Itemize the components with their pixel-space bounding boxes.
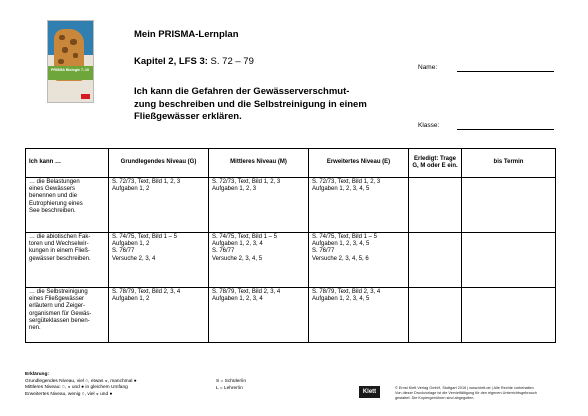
learning-goal bbox=[134, 86, 414, 124]
student-note: S = Schüler/in bbox=[216, 379, 246, 384]
column-header-skill: Ich kann … bbox=[26, 149, 109, 178]
legend-line: Erweitertes Niveau, wenig ○, viel ◒ und ● bbox=[25, 391, 113, 397]
column-header-deadline: bis Termin bbox=[462, 149, 556, 178]
medium-task-cell: S. 72/73, Text, Bild 1, 2, 3 Aufgaben 1, 2, 3 bbox=[209, 178, 309, 233]
chapter-heading bbox=[134, 56, 254, 67]
learning-plan-table bbox=[25, 148, 556, 343]
deadline-cell[interactable] bbox=[462, 288, 556, 343]
done-cell[interactable] bbox=[409, 178, 462, 233]
teacher-note: L = Lehrer/in bbox=[216, 385, 243, 391]
skill-cell: … die Belastungen eines Gewässers benennen und die Eutrophierung eines See beschreiben. bbox=[26, 178, 109, 233]
skill-cell: … die Selbstreinigung eines Fließgewässer erläutern und Zeiger- organismen für Gewäs- sergüteklassen benen- nen. bbox=[26, 288, 109, 343]
column-header-medium-level: Mittleres Niveau (M) bbox=[209, 149, 309, 178]
klett-logo bbox=[359, 386, 380, 398]
advanced-task-cell: S. 72/73, Text, Bild 1, 2, 3 Aufgaben 1, 2, 3, 4, 5 bbox=[309, 178, 409, 233]
abbreviation-notes bbox=[216, 379, 306, 392]
book-cover-image bbox=[47, 20, 94, 103]
class-label: Klasse: bbox=[418, 122, 440, 129]
advanced-task-cell: S. 78/79, Text, Bild 2, 3, 4 Aufgaben 1, 2, 3, 4, 5 bbox=[309, 288, 409, 343]
basic-task-cell: S. 72/73, Text, Bild 1, 2, 3 Aufgaben 1, 2 bbox=[109, 178, 209, 233]
done-cell[interactable] bbox=[409, 233, 462, 288]
chapter-pages: S. 72 – 79 bbox=[207, 56, 254, 67]
table-header-row bbox=[26, 149, 556, 178]
class-field[interactable] bbox=[457, 129, 554, 130]
medium-task-cell: S. 74/75, Text, Bild 1 – 5 Aufgaben 1, 2, 3, 4 S. 76/77 Versuche 2, 3, 4, 5 bbox=[209, 233, 309, 288]
column-header-done: Erledigt: Trage G, M oder E ein. bbox=[409, 149, 462, 178]
basic-task-cell: S. 78/79, Text, Bild 2, 3, 4 Aufgaben 1, 2 bbox=[109, 288, 209, 343]
column-header-advanced-level: Erweitertes Niveau (E) bbox=[309, 149, 409, 178]
name-label: Name: bbox=[418, 64, 438, 71]
klett-logo-text: Klett bbox=[362, 389, 377, 395]
learning-goal-line: Ich kann die Gefahren der Gewässerverschmut- bbox=[134, 86, 350, 97]
page-title: Mein PRISMA-Lernplan bbox=[134, 29, 239, 40]
done-cell[interactable] bbox=[409, 288, 462, 343]
copyright-notice: © Ernst Klett Verlag GmbH, Stuttgart 2016 | www.klett.de | Alle Rechte vorbehalten Von dieser Druckvorlage ist die Vervielfältigung für den eigenen Unterrichtsgebrauch gestattet. Die Kopiergebühren sind abgegolten. bbox=[395, 386, 537, 400]
deadline-cell[interactable] bbox=[462, 233, 556, 288]
learning-goal-line: zung beschreiben und die Selbstreinigung in einem bbox=[134, 98, 367, 110]
legend-line: Mittleres Niveau: ○, ◒ und ● in gleichem Umfang bbox=[25, 385, 128, 391]
legend-line: Grundlegendes Niveau, viel ○, etwas ◒, manchmal ● bbox=[25, 378, 137, 384]
advanced-task-cell: S. 74/75, Text, Bild 1 – 5 Aufgaben 1, 2, 3, 4, 5 S. 76/77 Versuche 2, 3, 4, 5, 6 bbox=[309, 233, 409, 288]
medium-task-cell: S. 78/79, Text, Bild 2, 3, 4 Aufgaben 1, 2, 3, 4 bbox=[209, 288, 309, 343]
legend-heading: Erklärung: bbox=[25, 372, 49, 377]
table-row bbox=[26, 178, 556, 233]
table-row bbox=[26, 288, 556, 343]
chapter-label: Kapitel 2, LFS 3: bbox=[134, 56, 208, 67]
name-field[interactable] bbox=[457, 71, 554, 72]
skill-cell: … die abiotischen Fak- toren und Wechselwir- kungen in einem Fließ- gewässer beschreiben. bbox=[26, 233, 109, 288]
cover-title: PRISMA Biologie 7–10 bbox=[51, 68, 90, 72]
column-header-basic-level: Grundlegendes Niveau (G) bbox=[109, 149, 209, 178]
deadline-cell[interactable] bbox=[462, 178, 556, 233]
legend bbox=[25, 372, 225, 398]
table-row bbox=[26, 233, 556, 288]
basic-task-cell: S. 74/75, Text, Bild 1 – 5 Aufgaben 1, 2 S. 76/77 Versuche 2, 3, 4 bbox=[109, 233, 209, 288]
learning-goal-line: Fließgewässer erklären. bbox=[134, 111, 242, 122]
cover-logo bbox=[81, 94, 90, 99]
